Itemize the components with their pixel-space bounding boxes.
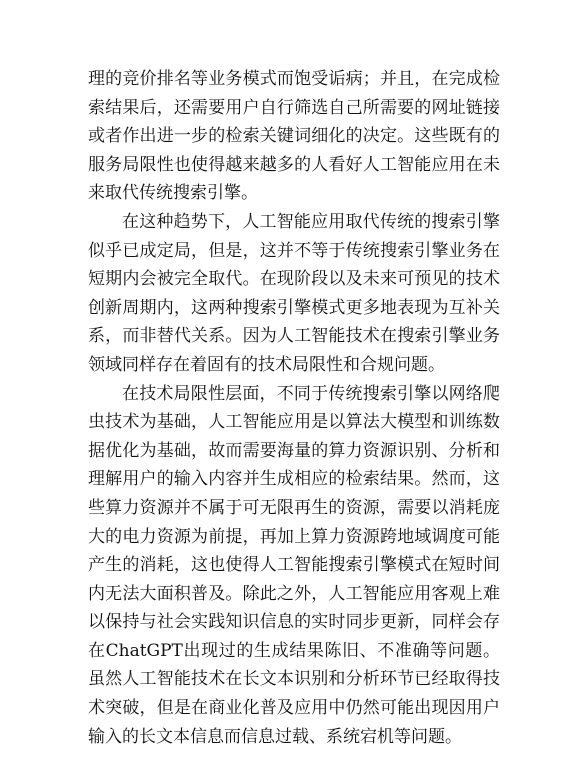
paragraph-technical-limits: 在技术局限性层面，不同于传统搜索引擎以网络爬虫技术为基础，人工智能应用是以算法大模型和训练数据优化为基础，故而需要海量的算力资源识别、分析和理解用户的输入内容并生成相应的检索结果。然而，这些算力资源并不属于可无限再生的资源，需要以消耗庞大的电力资源为前提，再加上算力资源跨地域调度可能产生的消耗，这也使得人工智能搜索引擎模式在短时间内无法大面积普及。除此之外，人工智能应用客观上难以保持与社会实践知识信息的实时同步更新，同样会存在ChatGPT出现过的生成结果陈旧、不准确等问题。虽然人工智能技术在长文本识别和分析环节已经取得技术突破，但是在商业化普及应用中仍然可能出现因用户输入的长文本信息而信息过载、系统宕机等问题。 [88, 383, 500, 747]
paragraph-trend: 在这种趋势下，人工智能应用取代传统的搜索引擎似乎已成定局，但是，这并不等于传统搜索引擎业务在短期内会被完全取代。在现阶段以及未来可预见的技术创新周期内，这两种搜索引擎模式更多地表现为互补关系，而非替代关系。因为人工智能技术在搜索引擎业务领域同样存在着固有的技术局限性和合规问题。 [88, 211, 500, 375]
paragraph-continued: 理的竞价排名等业务模式而饱受诟病；并且，在完成检索结果后，还需要用户自行筛选自己所需要的网址链接或者作出进一步的检索关键词细化的决定。这些既有的服务局限性也使得越来越多的人看好人工智能应用在未来取代传统搜索引擎。 [88, 69, 500, 204]
body-text [88, 65, 500, 751]
